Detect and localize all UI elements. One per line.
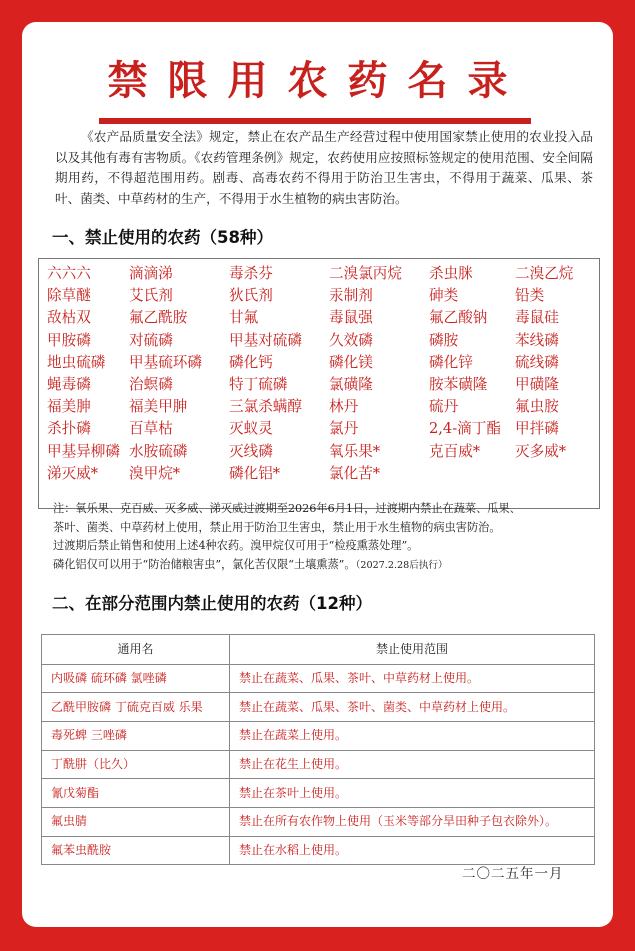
restriction-scope-cell: 禁止在蔬菜、瓜果、茶叶、菌类、中草药材上使用。: [230, 693, 595, 722]
transition-note: [53, 500, 598, 575]
pesticide-item: 甲基异柳磷: [47, 442, 120, 460]
pesticide-item: 福美胂: [47, 398, 91, 416]
table-row: [42, 750, 595, 779]
banned-pesticide-grid: [47, 263, 599, 485]
pesticide-item: 久效磷: [329, 331, 373, 349]
pesticide-item: 2,4-滴丁酯: [429, 420, 501, 438]
table-row: [42, 779, 595, 808]
pesticide-item: 毒鼠硅: [515, 309, 559, 327]
restriction-scope-cell: 禁止在蔬菜、瓜果、茶叶、中草药材上使用。: [230, 664, 595, 693]
pesticide-item: 氯丹: [329, 420, 359, 438]
pesticide-name-cell: 氰戊菊酯: [42, 779, 230, 808]
pesticide-item: 涕灭威*: [47, 464, 99, 482]
pesticide-name-cell: 毒死蜱 三唑磷: [42, 721, 230, 750]
pesticide-item: 敌枯双: [47, 309, 91, 327]
pesticide-item: 林丹: [329, 398, 359, 416]
pesticide-name-cell: 内吸磷 硫环磷 氯唑磷: [42, 664, 230, 693]
note-line: 茶叶、菌类、中草药材上使用，禁止用于防治卫生害虫，禁止用于水生植物的病虫害防治。: [53, 520, 501, 534]
col-header-name: 通用名: [42, 635, 230, 665]
pesticide-item: 甲拌磷: [515, 420, 559, 438]
pesticide-item: 二溴氯丙烷: [329, 265, 402, 282]
pesticide-item: 克百威*: [429, 442, 481, 460]
table-row: [42, 836, 595, 865]
restricted-pesticide-table: [41, 634, 595, 865]
pesticide-item: 铅类: [515, 287, 545, 305]
pesticide-item: 砷类: [429, 287, 459, 305]
pesticide-item: 水胺硫磷: [129, 442, 188, 460]
pesticide-item: 磷化锌: [429, 353, 473, 371]
pesticide-item: 地虫硫磷: [47, 353, 106, 371]
banned-pesticide-box: [38, 258, 600, 509]
pesticide-item: 滴滴涕: [129, 265, 173, 282]
restriction-scope-cell: 禁止在水稻上使用。: [230, 836, 595, 865]
table-body: [42, 664, 595, 865]
pesticide-item: 胺苯磺隆: [429, 375, 488, 393]
pesticide-item: 硫线磷: [515, 353, 559, 371]
pesticide-name-cell: 乙酰甲胺磷 丁硫克百威 乐果: [42, 693, 230, 722]
pesticide-item: 杀扑磷: [47, 420, 91, 438]
pesticide-item: 百草枯: [129, 420, 173, 438]
pesticide-item: 毒杀芬: [229, 265, 273, 282]
pesticide-item: 治螟磷: [129, 375, 173, 393]
pesticide-item: 狄氏剂: [229, 287, 273, 305]
pesticide-item: 二溴乙烷: [515, 265, 574, 282]
issue-date: 二〇二五年一月: [462, 866, 564, 882]
pesticide-item: 氯化苦*: [329, 464, 381, 482]
restriction-scope-cell: 禁止在所有农作物上使用（玉米等部分旱田种子包衣除外）。: [230, 807, 595, 836]
note-line-text: 磷化铝仅可以用于“防治储粮害虫”，氯化苦仅限“土壤熏蒸”。: [53, 557, 356, 571]
pesticide-item: 硫丹: [429, 398, 459, 416]
pesticide-item: 蝇毒磷: [47, 375, 91, 393]
pesticide-item: 氧乐果*: [329, 442, 381, 460]
pesticide-item: 氟乙酸钠: [429, 309, 488, 327]
document-card: [22, 22, 613, 927]
table-row: [42, 807, 595, 836]
pesticide-item: 甲胺磷: [47, 331, 91, 349]
table-row: [42, 693, 595, 722]
col-header-scope: 禁止使用范围: [230, 635, 595, 665]
pesticide-item: 杀虫脒: [429, 265, 473, 282]
note-line: 过渡期后禁止销售和使用上述4种农药。溴甲烷仅可用于“检疫熏蒸处理”。: [53, 539, 419, 553]
pesticide-item: 汞制剂: [329, 287, 373, 305]
section1-heading: 一、禁止使用的农药（58种）: [52, 228, 273, 247]
pesticide-name-cell: 丁酰肼（比久）: [42, 750, 230, 779]
pesticide-item: 甘氟: [229, 309, 259, 327]
table-row: [42, 664, 595, 693]
pesticide-item: 福美甲胂: [129, 398, 188, 416]
table-header-row: [42, 635, 595, 665]
pesticide-item: 氯磺隆: [329, 375, 373, 393]
pesticide-item: 苯线磷: [515, 331, 559, 349]
pesticide-item: 灭蚁灵: [229, 420, 273, 438]
pesticide-item: 磷化钙: [229, 353, 273, 371]
pesticide-item: 三氯杀螨醇: [229, 398, 302, 416]
pesticide-item: 甲磺隆: [515, 375, 559, 393]
pesticide-name-cell: 氟虫腈: [42, 807, 230, 836]
pesticide-item: 灭线磷: [229, 442, 273, 460]
intro-paragraph: 《农产品质量安全法》规定，禁止在农产品生产经营过程中使用国家禁止使用的农业投入品以及其他有毒有害物质。《农药管理条例》规定，农药使用应按照标签规定的使用范围、安全间隔期用药，不得超范围用药。剧毒、高毒农药不得用于防治卫生害虫，不得用于蔬菜、瓜果、茶叶、菌类、中草药材的生产，不得用于水生植物的病虫害防治。: [55, 129, 593, 206]
pesticide-item: 甲基对硫磷: [229, 331, 302, 349]
pesticide-item: 对硫磷: [129, 331, 173, 349]
pesticide-item: 艾氏剂: [129, 287, 173, 305]
note-line: 注：氧乐果、克百威、灭多威、涕灭威过渡期至2026年6月1日，过渡期内禁止在蔬菜、瓜果、: [53, 502, 521, 515]
pesticide-item: 磷化铝*: [229, 464, 281, 482]
title-underline: [99, 118, 531, 124]
table-row: [42, 721, 595, 750]
pesticide-name-cell: 氟苯虫酰胺: [42, 836, 230, 865]
restriction-scope-cell: 禁止在茶叶上使用。: [230, 779, 595, 808]
pesticide-item: 磷化镁: [329, 353, 373, 371]
pesticide-item: 甲基硫环磷: [129, 353, 202, 371]
pesticide-item: 氟虫胺: [515, 398, 559, 416]
note-effective-date: （2027.2.28后执行）: [355, 559, 448, 571]
pesticide-item: 毒鼠强: [329, 309, 373, 327]
pesticide-item: 灭多威*: [515, 442, 567, 460]
pesticide-item: 六六六: [47, 265, 91, 282]
restriction-scope-cell: 禁止在蔬菜上使用。: [230, 721, 595, 750]
page-title: 禁限用农药名录: [107, 57, 528, 104]
pesticide-item: 除草醚: [47, 287, 91, 305]
restriction-scope-cell: 禁止在花生上使用。: [230, 750, 595, 779]
section2-heading: 二、在部分范围内禁止使用的农药（12种）: [52, 594, 372, 613]
pesticide-item: 氟乙酰胺: [129, 309, 188, 327]
pesticide-item: 磷胺: [429, 331, 459, 349]
pesticide-item: 特丁硫磷: [229, 375, 288, 393]
note-line: [53, 556, 598, 576]
pesticide-item: 溴甲烷*: [129, 464, 181, 482]
